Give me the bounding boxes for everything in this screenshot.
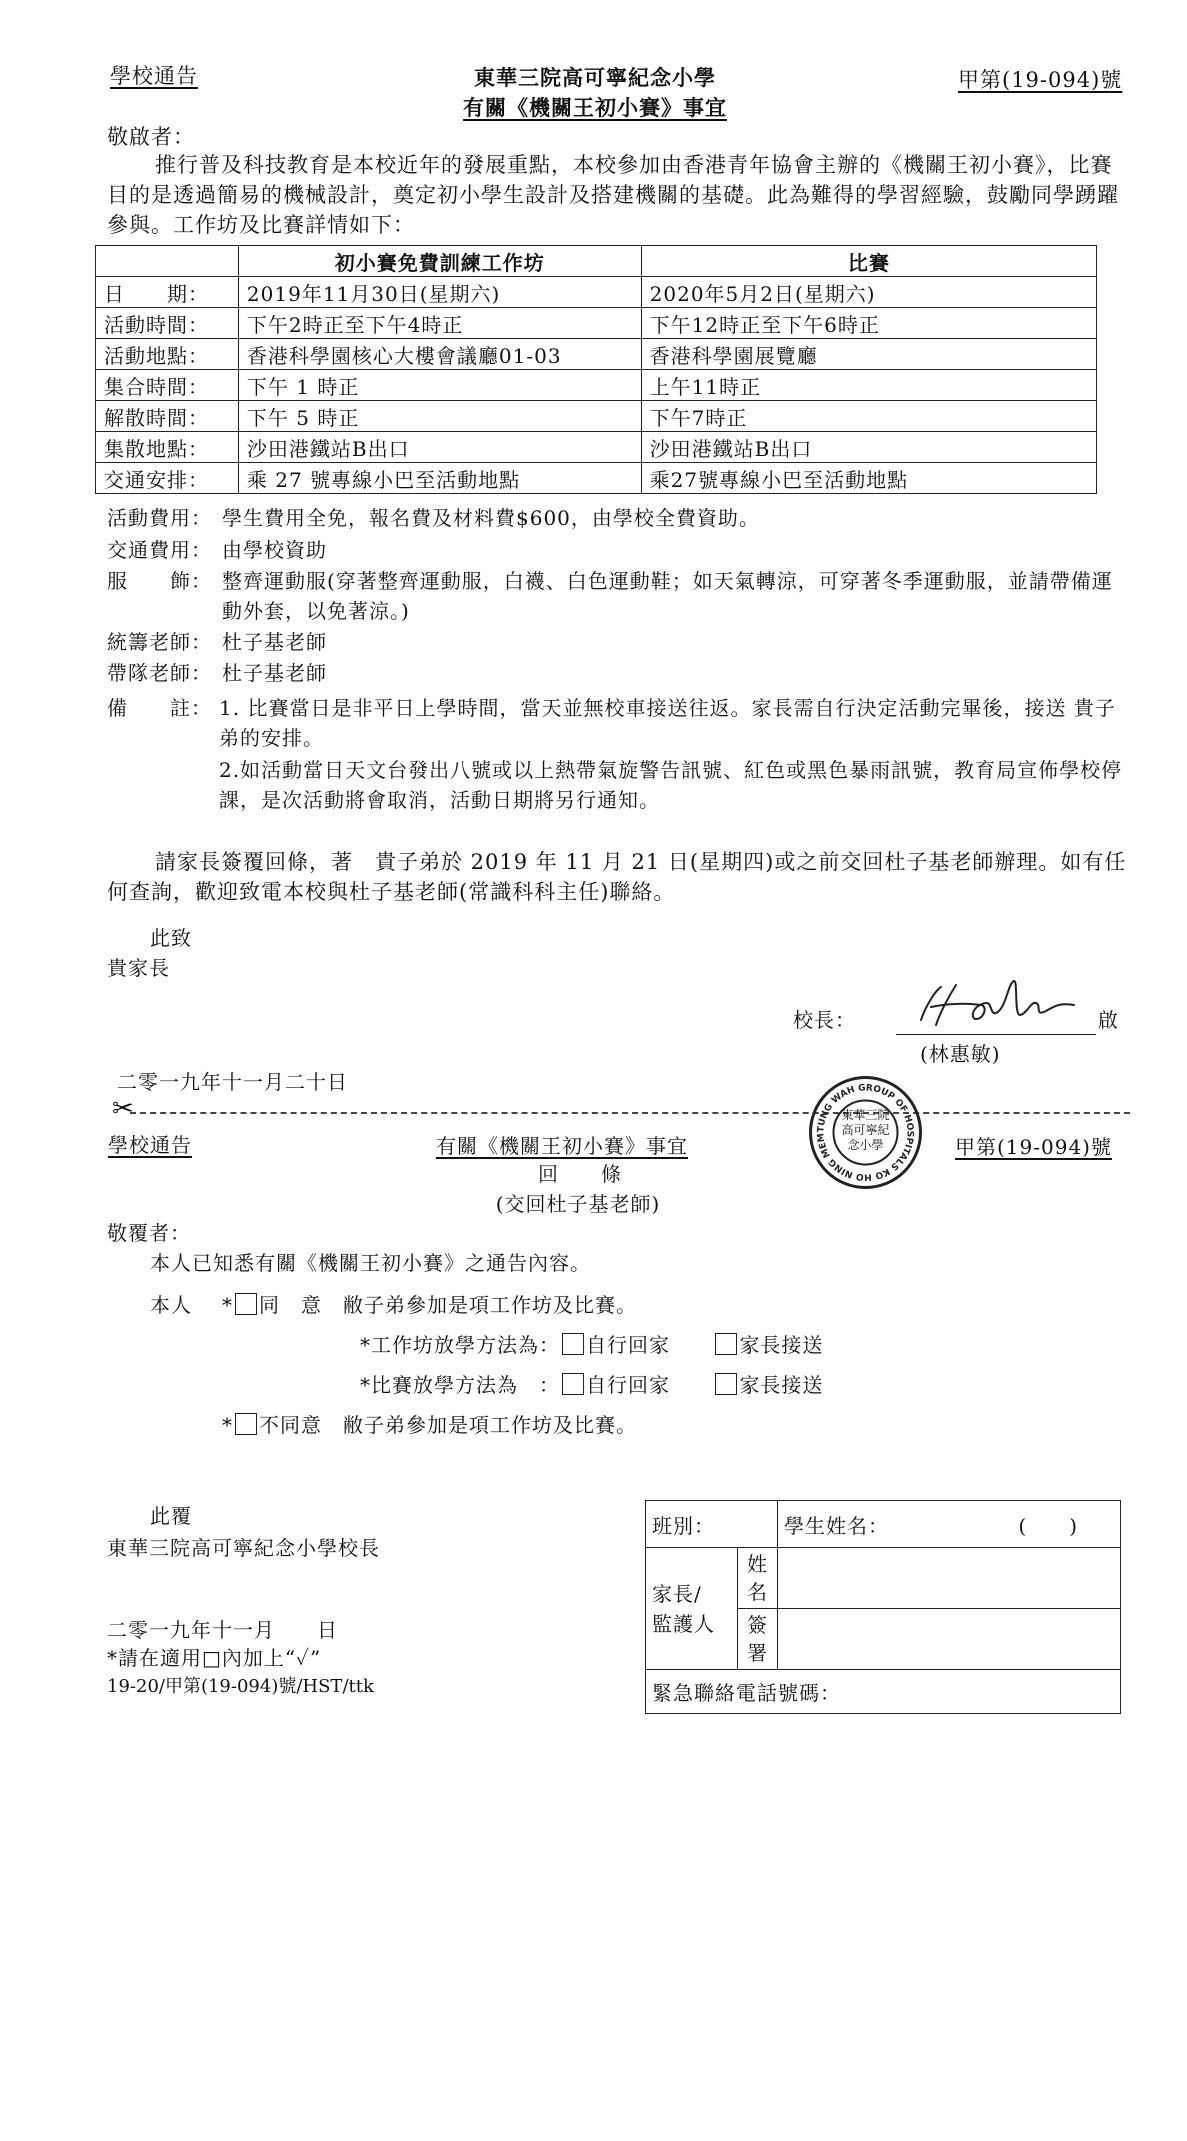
schedule-workshop-cell: 下午 5 時正 [238,401,641,432]
schedule-row-label: 交通安排： [96,463,239,494]
intro-paragraph: 推行普及科技教育是本校近年的發展重點，本校參加由香港青年協會主辦的《機關王初小賽》，比賽目的是透過簡易的機械設計，奠定初小學生設計及搭建機關的基礎。此為難得的學習經驗，鼓勵同學踴躍參與。工作坊及比賽詳情如下： [107,153,1119,237]
comp-parent-checkbox[interactable] [715,1373,737,1395]
notice-date: 二零一九年十一月二十日 [117,1070,348,1094]
comp-method-label: *比賽放學方法為 ： [360,1373,560,1397]
principal-name: (林惠敏) [920,1042,1001,1066]
schedule-row-label: 活動地點： [96,339,239,370]
reply-ack: 本人已知悉有關《機關王初小賽》之通告內容。 [150,1251,591,1275]
reply-closing: 此覆 [150,1504,192,1528]
principal-label: 校長： [793,1008,856,1032]
emergency-phone-field[interactable] [646,1670,1121,1714]
schedule-competition-cell: 下午7時正 [641,401,1096,432]
comp-self-label: 自行回家 [586,1373,670,1397]
schedule-table [95,245,1097,494]
schedule-workshop-cell: 2019年11月30日(星期六) [238,277,641,308]
comp-method-row [360,1369,823,1398]
student-name-field[interactable] [778,1501,1121,1548]
schedule-row [96,277,1097,308]
schedule-row [96,463,1097,494]
comp-self-checkbox[interactable] [562,1373,584,1395]
disagree-option: * 不同意 敝子弟參加是項工作坊及比賽。 [222,1413,637,1437]
seal-ring-text: TUNG WAH GROUP OF HOSPITALS KO HO NING MEM [816,1083,915,1182]
schedule-row [96,308,1097,339]
detail-value: 由學校資助 [222,538,327,562]
schedule-row [96,432,1097,463]
request-paragraph: 請家長簽覆回條，著 貴子弟於 2019 年 11 月 21 日(星期四)或之前交回杜子基老師辦理。如有任何查詢，歡迎致電本校與杜子基老師(常識科科主任)聯絡。 [107,850,1127,904]
guardian-sign-label: 簽 署 [738,1609,778,1670]
detail-label: 統籌老師： [107,630,212,654]
school-name: 東華三院高可寧紀念小學 [474,65,716,90]
detail-label: 活動費用： [107,506,212,530]
schedule-row-label: 日 期： [96,277,239,308]
schedule-workshop-cell: 沙田港鐵站B出口 [238,432,641,463]
schedule-competition-cell: 沙田港鐵站B出口 [641,432,1096,463]
workshop-method-label: *工作坊放學方法為： [360,1333,560,1357]
guardian-name-field[interactable] [778,1548,1121,1609]
reply-me: 本人 [150,1293,192,1317]
agree-option: * 同 意 敝子弟參加是項工作坊及比賽。 [222,1293,637,1317]
schedule-row-label: 集散地點： [96,432,239,463]
schedule-competition-cell: 2020年5月2日(星期六) [641,277,1096,308]
reply-date: 二零一九年十一月 日 [107,1618,338,1642]
school-seal [808,1075,923,1190]
principal-suffix: 啟 [1098,1008,1119,1032]
remark-item-1: 1. 比賽當日是非平日上學時間，當天並無校車接送往返。家長需自行決定活動完畢後，接送 貴子弟的安排。 [219,696,1116,750]
workshop-parent-checkbox[interactable] [715,1333,737,1355]
reply-form-table [645,1500,1121,1714]
closing-recipient: 貴家長 [107,956,170,980]
schedule-row [96,370,1097,401]
workshop-parent-label: 家長接送 [739,1333,824,1357]
schedule-workshop-cell: 乘 27 號專線小巴至活動地點 [238,463,641,494]
agree-text: 同 意 敝子弟參加是項工作坊及比賽。 [259,1293,637,1317]
notice-ref: 甲第(19-094)號 [958,68,1123,92]
notice-type-label: 學校通告 [110,64,198,88]
guardian-sign-field[interactable] [778,1609,1121,1670]
detail-label: 服 飾： [107,569,212,593]
guardian-label: 家長/ 監護人 [646,1548,738,1670]
schedule-row [96,401,1097,432]
reply-subject: 有關《機關王初小賽》事宜 [436,1134,688,1158]
class-field[interactable] [646,1501,778,1548]
detail-label: 交通費用： [107,538,212,562]
schedule-header-workshop: 初小賽免費訓練工作坊 [238,246,641,277]
schedule-competition-cell: 上午11時正 [641,370,1096,401]
schedule-row-label: 解散時間： [96,401,239,432]
workshop-method-row [360,1329,823,1358]
agree-checkbox[interactable] [235,1293,257,1315]
reply-note: *請在適用□內加上“✓” [107,1646,322,1670]
closing-to: 此致 [150,926,192,950]
schedule-header-row [96,246,1097,277]
schedule-workshop-cell: 下午 1 時正 [238,370,641,401]
reply-ref: 甲第(19-094)號 [955,1135,1112,1159]
guardian-name-label: 姓 名 [738,1548,778,1609]
schedule-header-competition: 比賽 [641,246,1096,277]
comp-parent-label: 家長接送 [739,1373,824,1397]
emergency-phone-label: 緊急聯絡電話號碼： [652,1681,841,1705]
notice-subject: 有關《機關王初小賽》事宜 [463,95,727,120]
reply-notice-type: 學校通告 [108,1133,192,1157]
detail-value: 整齊運動服(穿著整齊運動服，白襪、白色運動鞋；如天氣轉涼，可穿著冬季運動服，並請帶備運動外套，以免著涼。) [222,569,1113,623]
detail-label: 帶隊老師： [107,661,212,685]
principal-signature [896,975,1096,1035]
cut-line [130,1112,1130,1114]
schedule-competition-cell: 乘27號專線小巴至活動地點 [641,463,1096,494]
schedule-header-corner [96,246,239,277]
student-name-label: 學生姓名： [784,1513,889,1538]
schedule-row-label: 活動時間： [96,308,239,339]
schedule-competition-cell: 香港科學園展覽廳 [641,339,1096,370]
schedule-row-label: 集合時間： [96,370,239,401]
detail-value: 杜子基老師 [222,661,327,685]
workshop-self-label: 自行回家 [586,1333,670,1357]
seal-center-text: 東華三院高可寧紀念小學 [841,1108,890,1152]
disagree-checkbox[interactable] [235,1413,257,1435]
schedule-competition-cell: 下午12時正至下午6時正 [641,308,1096,339]
schedule-row [96,339,1097,370]
reply-to: 東華三院高可寧紀念小學校長 [107,1536,380,1560]
reply-subtitle: (交回杜子基老師) [495,1192,661,1216]
detail-value: 杜子基老師 [222,630,327,654]
signature-line [896,1034,1096,1035]
student-number-paren: ( ) [1018,1513,1078,1538]
schedule-workshop-cell: 下午2時正至下午4時正 [238,308,641,339]
scissors-icon: ✂ [112,1094,134,1124]
greeting: 敬啟者： [107,125,195,149]
workshop-self-checkbox[interactable] [562,1333,584,1355]
detail-value: 學生費用全免，報名費及材料費$600，由學校全費資助。 [222,506,760,530]
class-label: 班別： [652,1513,715,1538]
reply-code: 19-20/甲第(19-094)號/HST/ttk [107,1676,374,1697]
schedule-workshop-cell: 香港科學園核心大樓會議廳01-03 [238,339,641,370]
reply-title: 回 條 [538,1162,622,1186]
remark-item-2: 2.如活動當日天文台發出八號或以上熱帶氣旋警告訊號、紅色或黑色暴雨訊號，教育局宣佈學校停課，是次活動將會取消，活動日期將另行通知。 [219,758,1123,812]
remarks-label: 備 註： [107,696,212,720]
reply-greeting: 敬覆者： [107,1221,191,1245]
disagree-text: 不同意 敝子弟參加是項工作坊及比賽。 [259,1413,637,1437]
